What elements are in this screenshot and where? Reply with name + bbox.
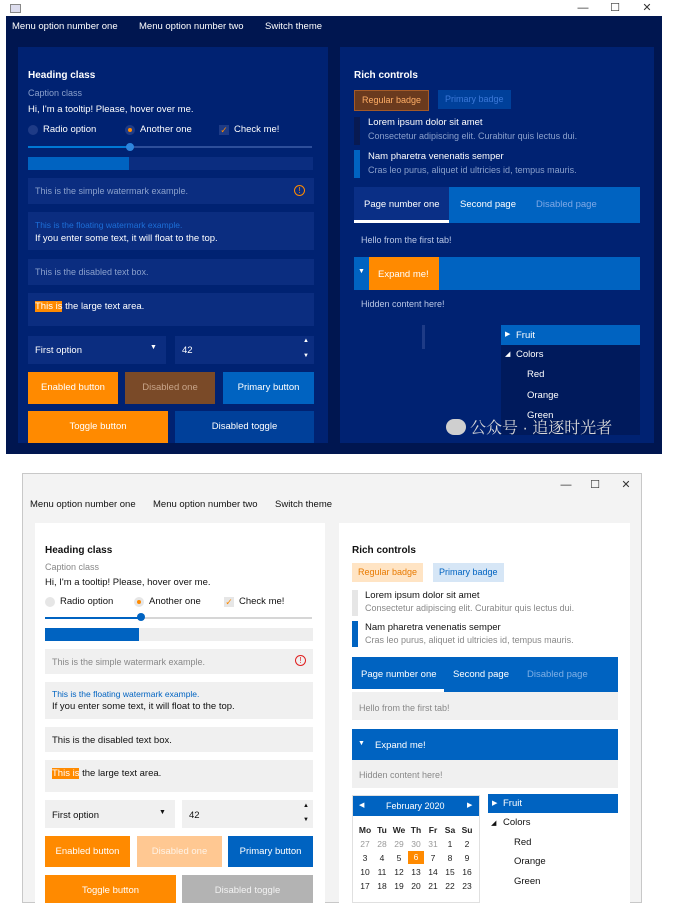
toggle-button[interactable]: Toggle button [28, 411, 168, 443]
tab-content [352, 692, 618, 720]
radio-option-label[interactable]: Radio option [60, 596, 114, 607]
regular-badge: Regular badge [354, 90, 429, 111]
wechat-watermark [446, 415, 612, 438]
calendar-day[interactable]: 7 [430, 853, 436, 863]
slider-fill [45, 617, 141, 619]
tree-item-red[interactable]: Red [514, 837, 532, 848]
calendar-day[interactable]: 20 [411, 881, 421, 891]
tree-item-fruit[interactable] [488, 794, 618, 813]
list-item-marker-selected [352, 621, 358, 647]
tooltip-text[interactable]: Hi, I'm a tooltip! Please, hover over me. [45, 577, 211, 588]
enabled-button[interactable]: Enabled button [28, 372, 118, 404]
calendar-month[interactable]: February 2020 [386, 801, 445, 811]
chevron-down-icon: ▼ [358, 268, 365, 275]
radio-option-label[interactable]: Radio option [43, 124, 97, 135]
tab-second-page[interactable]: Second page [453, 669, 509, 680]
heading-text: Heading class [45, 545, 113, 556]
calendar-day[interactable]: 12 [394, 867, 404, 877]
chevron-down-icon: ▼ [150, 344, 157, 351]
calendar-day[interactable]: 3 [362, 853, 368, 863]
disabled-textbox [28, 259, 314, 285]
increment-icon[interactable]: ▲ [303, 803, 309, 809]
weekday-label: Th [410, 825, 422, 835]
expander-header[interactable] [354, 257, 640, 290]
calendar-day[interactable]: 4 [379, 853, 385, 863]
tree-item-orange[interactable]: Orange [514, 856, 546, 867]
expander-content: Hidden content here! [359, 770, 443, 780]
calendar-day[interactable]: 27 [360, 839, 370, 849]
another-option-label[interactable]: Another one [149, 596, 201, 607]
tab-page-one[interactable]: Page number one [361, 669, 437, 680]
calendar [352, 795, 480, 903]
list-item-marker [354, 117, 360, 145]
floating-watermark-textbox[interactable] [28, 212, 314, 250]
wechat-icon [446, 419, 466, 435]
caption-text: Caption class [28, 88, 83, 98]
decrement-icon[interactable]: ▼ [303, 817, 309, 823]
chevron-right-icon: ▶ [505, 331, 511, 338]
decrement-icon[interactable]: ▼ [303, 353, 309, 359]
menu-switch-theme[interactable]: Switch theme [265, 21, 323, 32]
heading-text: Heading class [28, 70, 96, 81]
menu-option-two[interactable]: Menu option number two [139, 21, 244, 32]
disabled-toggle: Disabled toggle [182, 875, 313, 903]
watermark-textbox[interactable] [28, 178, 314, 204]
light-menu-bar [23, 494, 641, 516]
menu-option-one[interactable]: Menu option number one [12, 21, 118, 32]
selected-text: This is [52, 768, 80, 779]
large-area-text: the large text area. [79, 768, 162, 779]
list-item-subtitle: Cras leo purus, aliquet id ultricies id, tempus mauris. [368, 165, 577, 175]
calendar-header [353, 796, 479, 816]
watermark-placeholder: This is the simple watermark example. [52, 657, 206, 667]
menu-option-two[interactable]: Menu option number two [153, 499, 258, 510]
minimize-icon[interactable]: — [577, 2, 589, 14]
dark-titlebar [0, 0, 662, 16]
tree-fruit-label: Fruit [503, 798, 522, 809]
disabled-textbox [45, 727, 313, 752]
calendar-scroll-edge [422, 325, 425, 349]
primary-badge: Primary badge [438, 90, 511, 109]
menu-option-one[interactable]: Menu option number one [30, 499, 136, 510]
calendar-day[interactable]: 23 [462, 881, 472, 891]
another-option-label[interactable]: Another one [140, 124, 192, 135]
expander-content-box [352, 760, 618, 788]
tab-disabled-page: Disabled page [536, 199, 597, 210]
progress-fill [45, 628, 139, 641]
check-icon[interactable]: ✓ [220, 125, 228, 135]
weekday-label: Tu [377, 825, 387, 835]
error-icon: ! [294, 185, 305, 196]
chevron-down-icon: ◢ [505, 351, 511, 358]
radio-option-circle[interactable] [45, 597, 55, 607]
large-text-area[interactable] [45, 760, 313, 792]
weekday-label: Mo [358, 825, 372, 835]
watermark-text: 公众号 · 追逐时光者 [470, 420, 613, 437]
calendar-day[interactable]: 9 [464, 853, 470, 863]
floating-label: This is the floating watermark example. [35, 220, 183, 230]
calendar-day[interactable]: 1 [447, 839, 453, 849]
another-option-radio[interactable] [125, 125, 135, 135]
disabled-text: This is the disabled text box. [35, 267, 149, 277]
slider-thumb[interactable] [126, 143, 134, 151]
tab-page-one[interactable]: Page number one [364, 199, 440, 210]
combo-value: First option [52, 810, 99, 821]
primary-button[interactable]: Primary button [223, 372, 314, 404]
floating-watermark-textbox[interactable] [45, 682, 313, 719]
floating-value: If you enter some text, it will float to the top. [52, 701, 235, 712]
floating-value: If you enter some text, it will float to the top. [35, 233, 218, 244]
slider-fill [28, 146, 130, 148]
calendar-day[interactable]: 21 [428, 881, 438, 891]
list-item-subtitle: Consectetur adipiscing elit. Curabitur quis lectus dui. [365, 603, 575, 613]
regular-badge: Regular badge [352, 563, 423, 582]
increment-icon[interactable]: ▲ [303, 338, 309, 344]
chevron-down-icon: ▼ [159, 809, 166, 816]
expander-label: Expand me! [378, 269, 429, 280]
tree-fruit-label: Fruit [516, 330, 535, 341]
watermark-placeholder: This is the simple watermark example. [35, 186, 189, 196]
expander-header[interactable] [352, 729, 618, 760]
list-item-title[interactable]: Lorem ipsum dolor sit amet [365, 590, 480, 601]
number-input[interactable] [175, 336, 314, 364]
progress-bar [45, 628, 313, 641]
error-icon: ! [295, 655, 306, 666]
minimize-icon[interactable]: — [560, 479, 572, 491]
combo-value: First option [35, 345, 82, 356]
tree-item-green[interactable]: Green [527, 410, 554, 421]
calendar-day-selected[interactable]: 6 [408, 851, 424, 864]
rich-controls-heading: Rich controls [352, 545, 416, 556]
calendar-day[interactable]: 22 [445, 881, 455, 891]
chevron-left-icon[interactable]: ◀ [359, 802, 365, 809]
large-area-text: the large text area. [62, 301, 145, 312]
disabled-toggle: Disabled toggle [175, 411, 314, 443]
another-option-radio[interactable] [134, 597, 144, 607]
tab-disabled-page: Disabled page [527, 669, 588, 680]
list-item-title[interactable]: Lorem ipsum dolor sit amet [368, 117, 483, 128]
chevron-right-icon: ▶ [492, 800, 498, 807]
calendar-day[interactable]: 13 [411, 867, 421, 877]
calendar-day[interactable]: 30 [411, 839, 421, 849]
chevron-down-icon: ◢ [491, 820, 497, 827]
calendar-day[interactable]: 29 [394, 839, 404, 849]
tooltip-text[interactable]: Hi, I'm a tooltip! Please, hover over me. [28, 104, 194, 115]
list-item-marker-selected [354, 150, 360, 178]
tree-item-green[interactable]: Green [514, 876, 541, 887]
list-item-marker [352, 590, 358, 616]
tree-colors-label[interactable]: Colors [503, 817, 531, 828]
tab-strip [354, 187, 640, 223]
enabled-button[interactable]: Enabled button [45, 836, 130, 867]
weekday-label: Fr [428, 825, 438, 835]
large-text-area[interactable] [28, 293, 314, 326]
caption-text: Caption class [45, 562, 100, 572]
combo-box[interactable] [28, 336, 166, 364]
floating-label: This is the floating watermark example. [52, 689, 200, 699]
calendar-day[interactable]: 11 [377, 867, 387, 877]
radio-option-circle[interactable] [28, 125, 38, 135]
calendar-day[interactable]: 18 [377, 881, 387, 891]
disabled-button: Disabled one [137, 836, 222, 867]
number-input[interactable] [182, 800, 313, 828]
maximize-icon[interactable]: ☐ [590, 479, 600, 491]
watermark-textbox[interactable] [45, 649, 313, 674]
expander-label: Expand me! [375, 740, 426, 751]
disabled-text: This is the disabled text box. [52, 735, 172, 746]
calendar-day[interactable]: 10 [360, 867, 370, 877]
progress-bar [28, 157, 313, 170]
slider-thumb[interactable] [137, 613, 145, 621]
tree-item-orange[interactable]: Orange [527, 390, 559, 401]
tab-strip [352, 657, 618, 692]
calendar-day[interactable]: 8 [447, 853, 453, 863]
combo-box[interactable] [45, 800, 175, 828]
tab-second-page[interactable]: Second page [460, 199, 516, 210]
chevron-down-icon: ▼ [358, 740, 365, 747]
calendar-day[interactable]: 14 [428, 867, 438, 877]
calendar-day[interactable]: 31 [428, 839, 438, 849]
toggle-button[interactable]: Toggle button [45, 875, 176, 903]
calendar-day[interactable]: 2 [464, 839, 470, 849]
weekday-label: We [392, 825, 406, 835]
menu-switch-theme[interactable]: Switch theme [275, 499, 333, 510]
weekday-label: Su [461, 825, 473, 835]
check-me-label[interactable]: Check me! [239, 596, 285, 607]
expander-content: Hidden content here! [361, 299, 445, 309]
tree-colors-label[interactable]: Colors [516, 349, 544, 360]
calendar-day[interactable]: 17 [360, 881, 370, 891]
calendar-day[interactable]: 15 [445, 867, 455, 877]
disabled-button: Disabled one [125, 372, 215, 404]
tab-content-text: Hello from the first tab! [359, 703, 450, 713]
list-item-subtitle: Consectetur adipiscing elit. Curabitur quis lectus dui. [368, 131, 578, 141]
calendar-day[interactable]: 28 [377, 839, 387, 849]
tab-content-text: Hello from the first tab! [361, 235, 452, 245]
tree-item-red[interactable]: Red [527, 369, 545, 380]
check-me-label[interactable]: Check me! [234, 124, 280, 135]
list-item-title[interactable]: Nam pharetra venenatis semper [368, 151, 504, 162]
check-icon[interactable]: ✓ [225, 597, 233, 607]
number-value: 42 [182, 345, 193, 356]
maximize-icon[interactable]: ☐ [610, 2, 620, 14]
close-icon[interactable]: ✕ [621, 479, 631, 491]
calendar-day[interactable]: 16 [462, 867, 472, 877]
app-icon [10, 4, 21, 13]
tree-item-fruit[interactable] [501, 325, 640, 345]
list-item-title[interactable]: Nam pharetra venenatis semper [365, 622, 501, 633]
calendar-day[interactable]: 19 [394, 881, 404, 891]
selected-text: This is [35, 301, 63, 312]
list-item-subtitle: Cras leo purus, aliquet id ultricies id, tempus mauris. [365, 635, 574, 645]
weekday-label: Sa [444, 825, 456, 835]
primary-button[interactable]: Primary button [228, 836, 313, 867]
progress-fill [28, 157, 129, 170]
close-icon[interactable]: ✕ [642, 2, 652, 14]
number-value: 42 [189, 810, 200, 821]
tab-indicator [354, 220, 449, 223]
dark-menu-bar [6, 16, 662, 38]
rich-controls-heading: Rich controls [354, 70, 418, 81]
primary-badge: Primary badge [433, 563, 504, 582]
chevron-right-icon[interactable]: ▶ [467, 802, 473, 809]
calendar-day[interactable]: 5 [396, 853, 402, 863]
